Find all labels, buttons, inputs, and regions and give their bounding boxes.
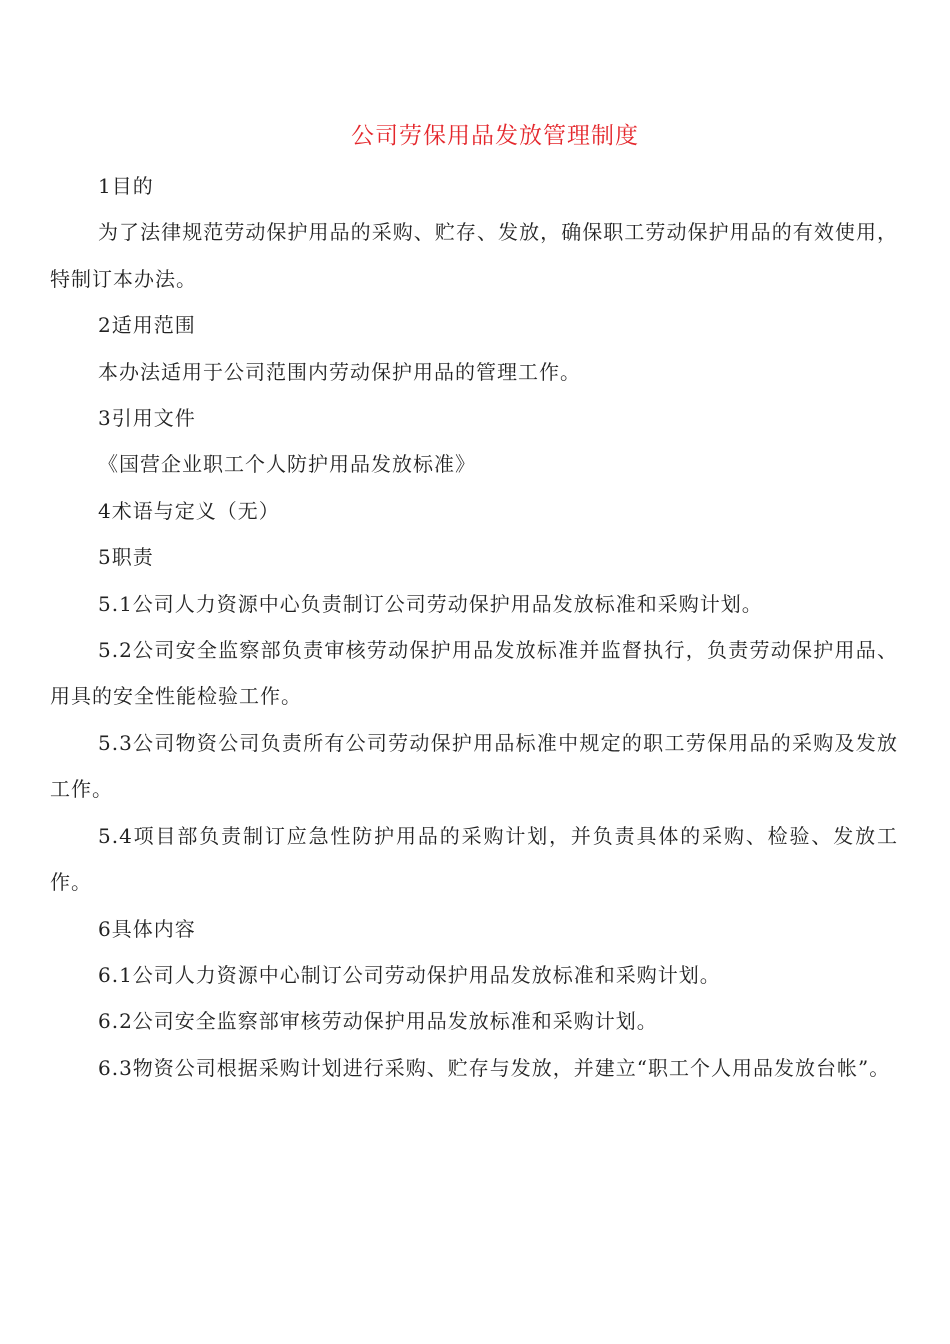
document-title: 公司劳保用品发放管理制度: [351, 123, 639, 149]
paragraph-duty-5-2: 5.2公司安全监察部负责审核劳动保护用品发放标准并监督执行，负责劳动保护用品、用具的安全性能检验工作。: [50, 638, 898, 709]
section-heading-terms: 4术语与定义（无）: [98, 498, 280, 523]
paragraph-duty-5-3: 5.3公司物资公司负责所有公司劳动保护用品标准中规定的职工劳保用品的采购及发放工作。: [50, 730, 898, 802]
paragraph-content-6-1: 6.1公司人力资源中心制订公司劳动保护用品发放标准和采购计划。: [98, 962, 721, 987]
section-heading-scope: 2适用范围: [98, 313, 196, 338]
paragraph-scope: 本办法适用于公司范围内劳动保护用品的管理工作。: [98, 359, 581, 384]
paragraph-purpose: 为了法律规范劳动保护用品的采购、贮存、发放，确保职工劳动保护用品的有效使用，特制订本办法。: [50, 220, 898, 291]
section-heading-references: 3引用文件: [98, 406, 196, 431]
section-heading-purpose: 1目的: [98, 174, 154, 198]
paragraph-duty-5-1: 5.1公司人力资源中心负责制订公司劳动保护用品发放标准和采购计划。: [98, 591, 763, 616]
section-heading-content: 6具体内容: [98, 916, 196, 941]
paragraph-references: 《国营企业职工个人防护用品发放标准》: [98, 452, 476, 477]
paragraph-content-6-2: 6.2公司安全监察部审核劳动保护用品发放标准和采购计划。: [98, 1009, 658, 1034]
document-body: [50, 163, 898, 1091]
section-heading-duties: 5职责: [98, 545, 154, 570]
paragraph-duty-5-4: 5.4项目部负责制订应急性防护用品的采购计划，并负责具体的采购、检验、发放工作。: [50, 823, 898, 895]
paragraph-content-6-3: 6.3物资公司根据采购计划进行采购、贮存与发放，并建立“职工个人用品发放台帐”。: [98, 1055, 891, 1080]
